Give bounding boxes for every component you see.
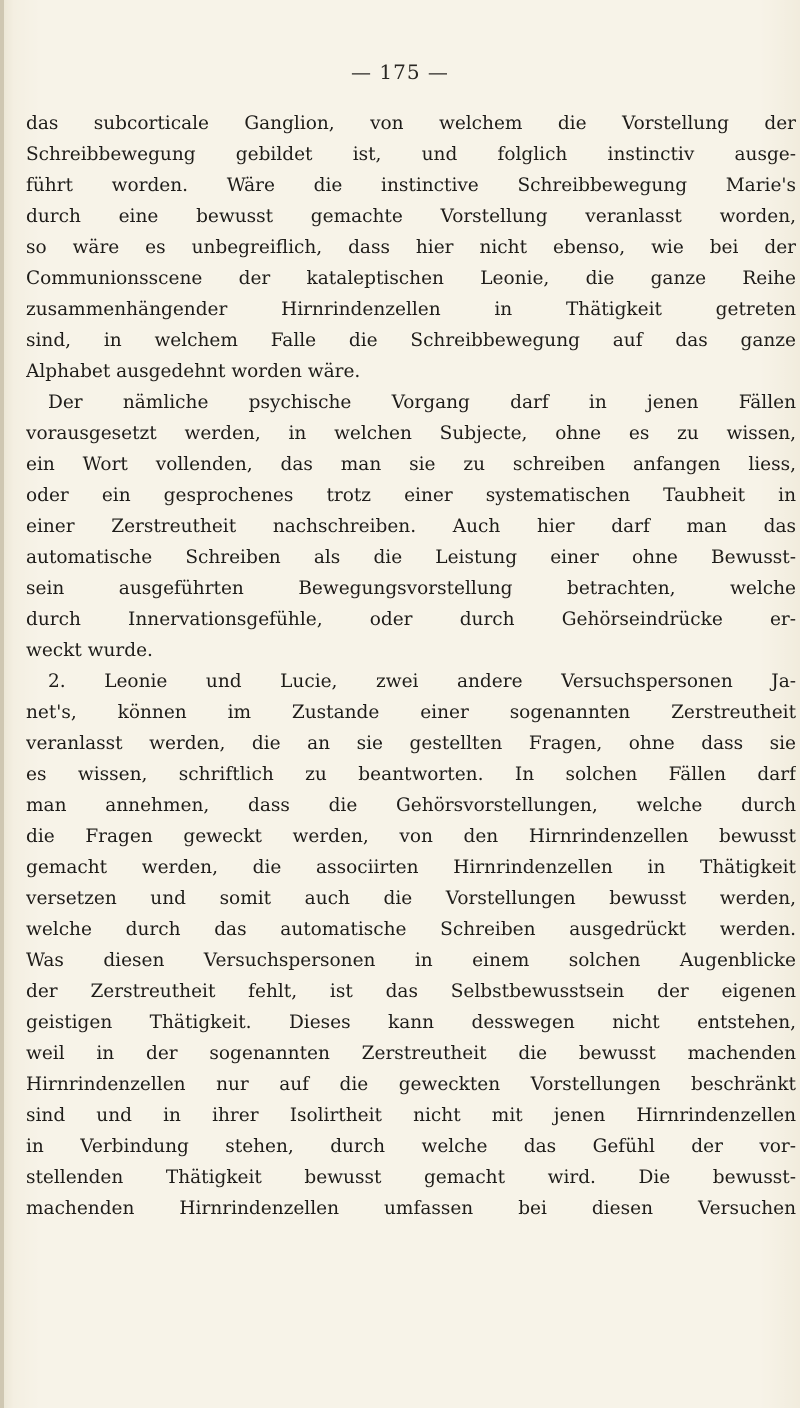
text-line: automatische Schreiben als die Leistung einer ohne Bewusst- bbox=[26, 547, 796, 568]
text-line: 2. Leonie und Lucie, zwei andere Versuchspersonen Ja- bbox=[48, 671, 796, 692]
text-line: geistigen Thätigkeit. Dieses kann desswegen nicht entstehen, bbox=[26, 1012, 796, 1033]
text-line: ein Wort vollenden, das man sie zu schreiben anfangen liess, bbox=[26, 454, 796, 475]
text-line: sind und in ihrer Isolirtheit nicht mit jenen Hirnrindenzellen bbox=[26, 1105, 796, 1126]
body-text bbox=[26, 108, 796, 1224]
text-line: weil in der sogenannten Zerstreutheit die bewusst machenden bbox=[26, 1043, 796, 1064]
text-line: die Fragen geweckt werden, von den Hirnrindenzellen bewusst bbox=[26, 826, 796, 847]
text-line: versetzen und somit auch die Vorstellungen bewusst werden, bbox=[26, 888, 796, 909]
text-line: welche durch das automatische Schreiben ausgedrückt werden. bbox=[26, 919, 796, 940]
text-line: zusammenhängender Hirnrindenzellen in Thätigkeit getreten bbox=[26, 299, 796, 320]
text-line: weckt wurde. bbox=[26, 640, 153, 661]
text-line: vorausgesetzt werden, in welchen Subjecte, ohne es zu wissen, bbox=[26, 423, 796, 444]
text-line: einer Zerstreutheit nachschreiben. Auch hier darf man das bbox=[26, 516, 796, 537]
text-line: Alphabet ausgedehnt worden wäre. bbox=[26, 361, 361, 382]
text-line: Was diesen Versuchspersonen in einem solchen Augenblicke bbox=[26, 950, 796, 971]
page-number: — 175 — bbox=[351, 60, 449, 84]
text-line: Der nämliche psychische Vorgang darf in jenen Fällen bbox=[48, 392, 796, 413]
text-line: sind, in welchem Falle die Schreibbewegung auf das ganze bbox=[26, 330, 796, 351]
text-line: in Verbindung stehen, durch welche das Gefühl der vor- bbox=[26, 1136, 796, 1157]
text-line: das subcorticale Ganglion, von welchem die Vorstellung der bbox=[26, 113, 796, 134]
page-binding-edge bbox=[0, 0, 4, 1408]
text-line: der Zerstreutheit fehlt, ist das Selbstbewusstsein der eigenen bbox=[26, 981, 796, 1002]
text-line: Schreibbewegung gebildet ist, und folglich instinctiv ausge- bbox=[26, 144, 796, 165]
text-line: Hirnrindenzellen nur auf die geweckten Vorstellungen beschränkt bbox=[26, 1074, 796, 1095]
text-line: sein ausgeführten Bewegungsvorstellung betrachten, welche bbox=[26, 578, 796, 599]
text-line: stellenden Thätigkeit bewusst gemacht wird. Die bewusst- bbox=[26, 1167, 796, 1188]
text-line: veranlasst werden, die an sie gestellten Fragen, ohne dass sie bbox=[26, 733, 796, 754]
text-line: führt worden. Wäre die instinctive Schreibbewegung Marie's bbox=[26, 175, 796, 196]
text-line: net's, können im Zustande einer sogenannten Zerstreutheit bbox=[26, 702, 796, 723]
text-line: durch eine bewusst gemachte Vorstellung veranlasst worden, bbox=[26, 206, 796, 227]
text-line: es wissen, schriftlich zu beantworten. In solchen Fällen darf bbox=[26, 764, 796, 785]
text-line: oder ein gesprochenes trotz einer systematischen Taubheit in bbox=[26, 485, 796, 506]
text-line: durch Innervationsgefühle, oder durch Gehörseindrücke er- bbox=[26, 609, 796, 630]
text-line: gemacht werden, die associirten Hirnrindenzellen in Thätigkeit bbox=[26, 857, 796, 878]
text-line: machenden Hirnrindenzellen umfassen bei diesen Versuchen bbox=[26, 1198, 796, 1219]
text-line: Communionsscene der kataleptischen Leonie, die ganze Reihe bbox=[26, 268, 796, 289]
text-line: man annehmen, dass die Gehörsvorstellungen, welche durch bbox=[26, 795, 796, 816]
text-line: so wäre es unbegreiflich, dass hier nicht ebenso, wie bei der bbox=[26, 237, 796, 258]
